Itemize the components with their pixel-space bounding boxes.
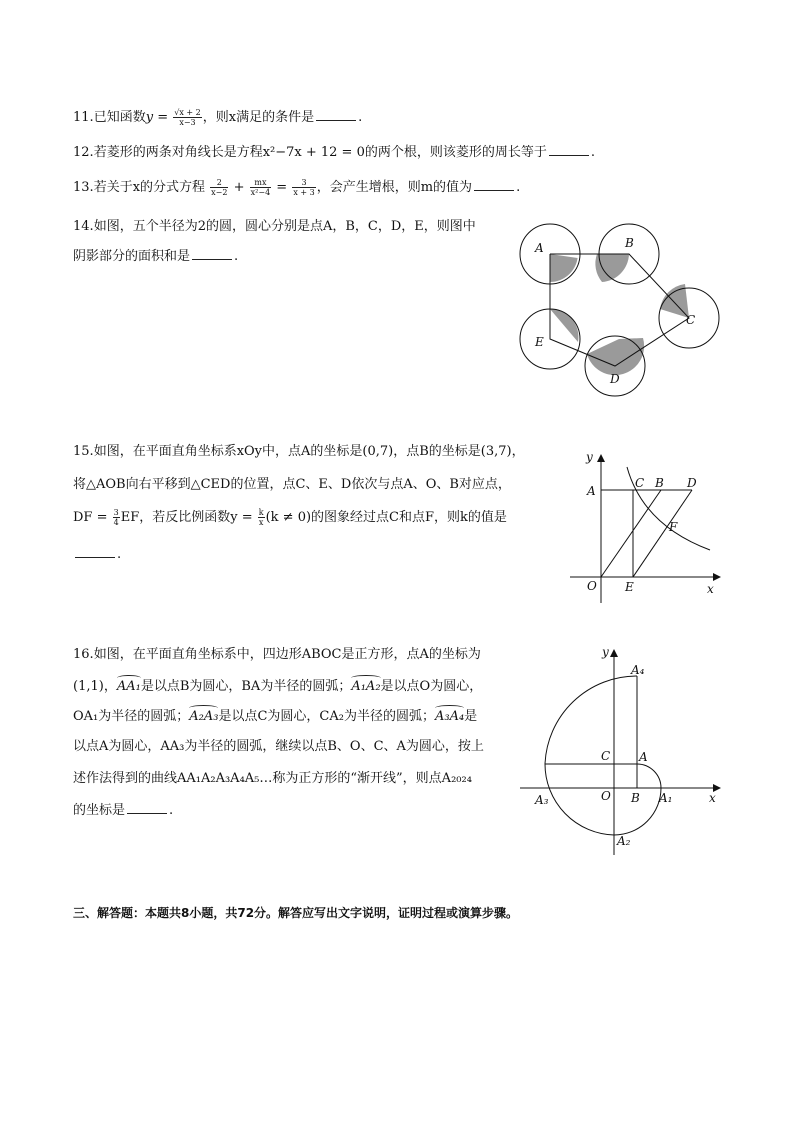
answer-blank[interactable] (549, 143, 589, 156)
label-a3: A₃ (535, 793, 549, 807)
arc-a3a4 (545, 676, 637, 764)
label-a: A (587, 484, 596, 498)
question-16-line4: 以点A为圆心，AA₃为半径的圆弧，继续以点B、O、C、A为圆心，按上 (73, 739, 484, 754)
label-o: O (601, 789, 611, 803)
question-16-line2: (1,1)，AA₁是以点B为圆心，BA为半径的圆弧；A₁A₂是以点O为圆心， (73, 677, 482, 697)
label-e: E (535, 335, 544, 349)
label-d: D (687, 476, 697, 490)
figure-involute-16 (515, 640, 725, 860)
arc-aa1 (637, 764, 661, 788)
label-x: x (709, 791, 716, 805)
label-y: y (586, 450, 593, 464)
answer-blank[interactable] (192, 247, 232, 260)
label-y: y (602, 645, 609, 659)
question-15: 15.如图，在平面直角坐标系xOy中，点A的坐标是(0,7)，点B的坐标是(3,7)， (73, 444, 525, 459)
question-16: 16.如图，在平面直角坐标系中，四边形ABOC是正方形，点A的坐标为 (73, 647, 481, 662)
label-f: F (669, 520, 678, 534)
question-16-line6: 的坐标是 . (73, 803, 174, 818)
label-c: C (601, 749, 611, 763)
label-d: D (610, 372, 620, 386)
question-14-line2: 阴影部分的面积和是 . (73, 249, 239, 264)
label-x: x (707, 582, 714, 596)
question-15-line3: DF = $\frac{3}{4}$ EF，若反比例函数y = $\frac{k}{x}$ (k ≠ 0)的图象经过点C和点F，则k的值是 (73, 508, 507, 527)
answer-blank[interactable] (75, 545, 115, 558)
answer-blank[interactable] (474, 178, 514, 191)
label-b: B (631, 791, 640, 805)
fraction-function: $\frac{√x + 2}{x-3}$ (174, 108, 201, 127)
label-o: O (587, 579, 597, 593)
label-c: C (635, 476, 645, 490)
fraction-2: $\frac{mx}{\text{x²−4}}$ (250, 178, 271, 197)
fraction-1: $\frac{2}{x-2}$ (211, 178, 228, 197)
label-a2: A₂ (617, 834, 631, 848)
label-c: C (686, 313, 696, 327)
question-14: 14.如图，五个半径为2的圆，圆心分别是点A，B，C，D，E，则图中 (73, 219, 476, 234)
question-15-line2: 将△AOB向右平移到△CED的位置，点C、E、D依次与点A、O、B对应点， (73, 477, 511, 492)
question-11: 11.已知函数y = $\frac{√x + 2}{x-3}$ ，则x满足的条件是 . (73, 108, 363, 127)
question-16-line5: 述作法得到的曲线AA₁A₂A₃A₄A₅…称为正方形的“渐开线”，则点A₂₀₂₄ (73, 771, 472, 786)
label-b: B (625, 236, 634, 250)
label-b: B (655, 476, 664, 490)
fraction-3: $\frac{3}{x + 3}$ (293, 178, 315, 197)
question-16-line3: OA₁为半径的圆弧；A₂A₃是以点C为圆心，CA₂为半径的圆弧；A₃A₄是 (73, 707, 477, 727)
section-three-heading: 三、解答题：本题共8小题，共72分。解答应写出文字说明，证明过程或演算步骤。 (73, 906, 519, 920)
label-a: A (535, 241, 544, 255)
label-a4: A₄ (631, 663, 645, 677)
label-a1: A₁ (659, 791, 673, 805)
figure-five-circles (515, 218, 725, 398)
question-12: 12.若菱形的两条对角线长是方程x²−7x + 12 = 0的两个根，则该菱形的周长等于 . (73, 145, 595, 160)
label-a: A (639, 750, 648, 764)
question-13: 13.若关于x的分式方程 $\frac{2}{x-2}$ + $\frac{mx}{\text{x²−4}}$ = $\frac{3}{x + 3}$ ，会产生增根，则m的值为 . (73, 178, 521, 197)
question-15-line4: . (73, 545, 121, 565)
answer-blank[interactable] (127, 801, 167, 814)
answer-blank[interactable] (316, 108, 356, 121)
label-e: E (625, 580, 634, 594)
figure-coordinate-15 (565, 445, 735, 605)
